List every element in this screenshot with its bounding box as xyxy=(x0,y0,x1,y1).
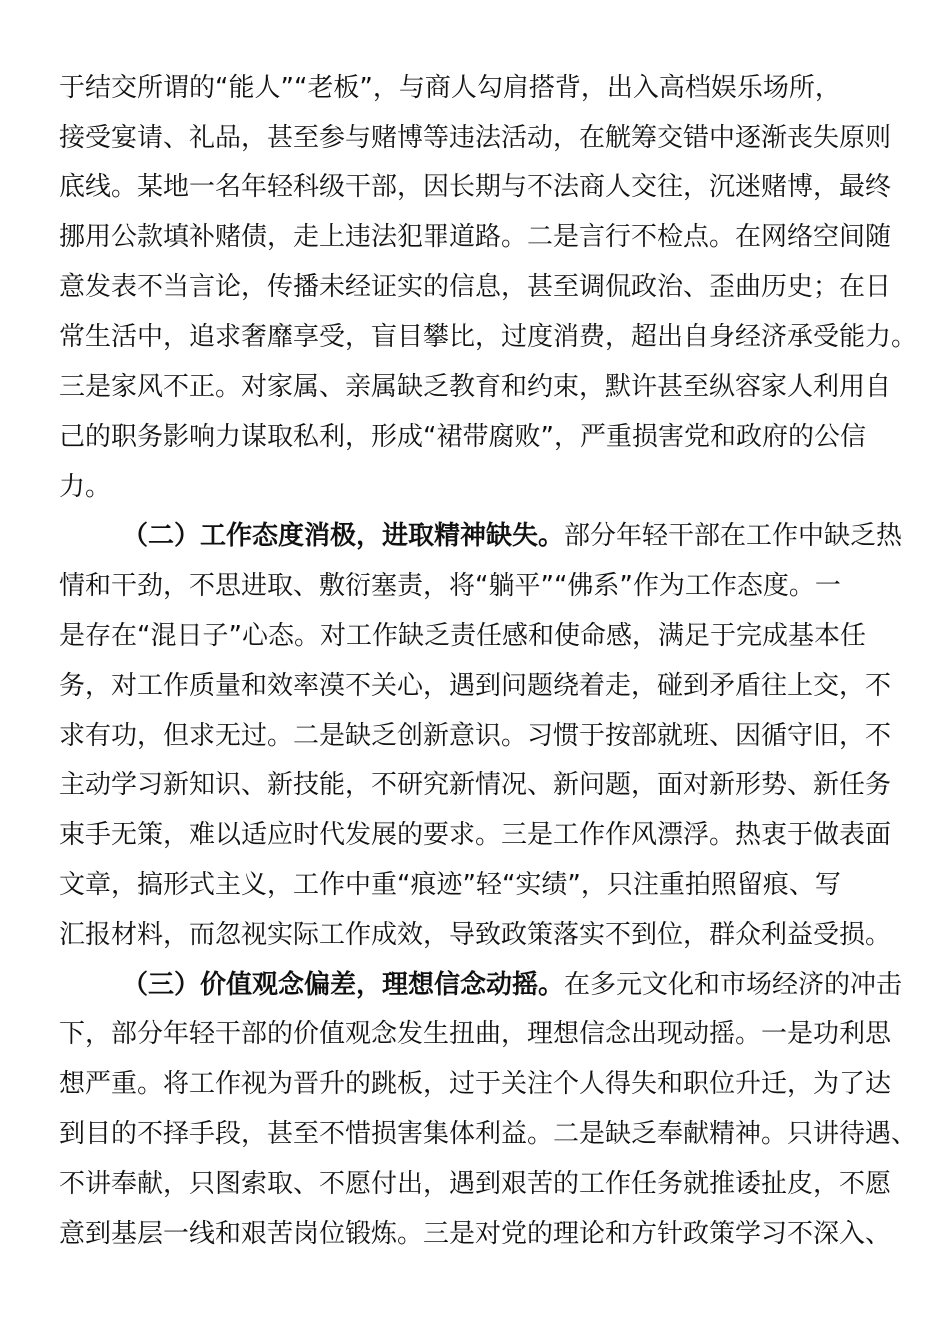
section-heading-line xyxy=(122,516,903,556)
section-text: 在多元文化和市场经济的冲击 xyxy=(564,970,903,1000)
text-line: 是存在“混日子”心态。对工作缺乏责任感和使命感，满足于完成基本任 xyxy=(59,621,866,651)
text-line: 力。 xyxy=(59,472,112,502)
text-line: 意到基层一线和艰苦岗位锻炼。三是对党的理论和方针政策学习不深入、 xyxy=(59,1219,892,1249)
text-line: 三是家风不正。对家属、亲属缺乏教育和约束，默许甚至纵容家人利用自 xyxy=(59,372,892,402)
text-line: 挪用公款填补赌债，走上违法犯罪道路。二是言行不检点。在网络空间随 xyxy=(59,222,892,252)
text-line: 想严重。将工作视为晋升的跳板，过于关注个人得失和职位升迁，为了达 xyxy=(59,1069,892,1099)
text-line: 汇报材料，而忽视实际工作成效，导致政策落实不到位，群众利益受损。 xyxy=(59,920,892,950)
section-heading: （三）价值观念偏差，理想信念动摇。 xyxy=(122,970,565,1000)
text-line: 到目的不择手段，甚至不惜损害集体利益。二是缺乏奉献精神。只讲待遇、 xyxy=(59,1119,918,1149)
text-line: 务，对工作质量和效率漠不关心，遇到问题绕着走，碰到矛盾往上交，不 xyxy=(59,671,892,701)
text-line: 求有功，但求无过。二是缺乏创新意识。习惯于按部就班、因循守旧，不 xyxy=(59,721,892,751)
text-line: 束手无策，难以适应时代发展的要求。三是工作作风漂浮。热衷于做表面 xyxy=(59,820,892,850)
text-line: 文章，搞形式主义，工作中重“痕迹”轻“实绩”，只注重拍照留痕、写 xyxy=(59,870,841,900)
text-line: 主动学习新知识、新技能，不研究新情况、新问题，面对新形势、新任务 xyxy=(59,770,892,800)
text-line: 常生活中，追求奢靡享受，盲目攀比，过度消费，超出自身经济承受能力。 xyxy=(59,322,918,352)
text-line: 接受宴请、礼品，甚至参与赌博等违法活动，在觥筹交错中逐渐丧失原则 xyxy=(59,123,892,153)
text-line: 意发表不当言论，传播未经证实的信息，甚至调侃政治、歪曲历史；在日 xyxy=(59,272,892,302)
text-line: 情和干劲，不思进取、敷衍塞责，将“躺平”“佛系”作为工作态度。一 xyxy=(59,571,841,601)
section-heading-line xyxy=(122,965,903,1005)
text-line: 下，部分年轻干部的价值观念发生扭曲，理想信念出现动摇。一是功利思 xyxy=(59,1019,892,1049)
section-text: 部分年轻干部在工作中缺乏热 xyxy=(564,521,903,551)
text-line: 不讲奉献，只图索取、不愿付出，遇到艰苦的工作任务就推诿扯皮，不愿 xyxy=(59,1169,892,1199)
section-heading: （二）工作态度消极，进取精神缺失。 xyxy=(122,521,565,551)
text-line: 底线。某地一名年轻科级干部，因长期与不法商人交往，沉迷赌博，最终 xyxy=(59,172,892,202)
text-line: 己的职务影响力谋取私利，形成“裙带腐败”，严重损害党和政府的公信 xyxy=(59,422,866,452)
text-line: 于结交所谓的“能人”“老板”，与商人勾肩搭背，出入高档娱乐场所， xyxy=(59,73,841,103)
